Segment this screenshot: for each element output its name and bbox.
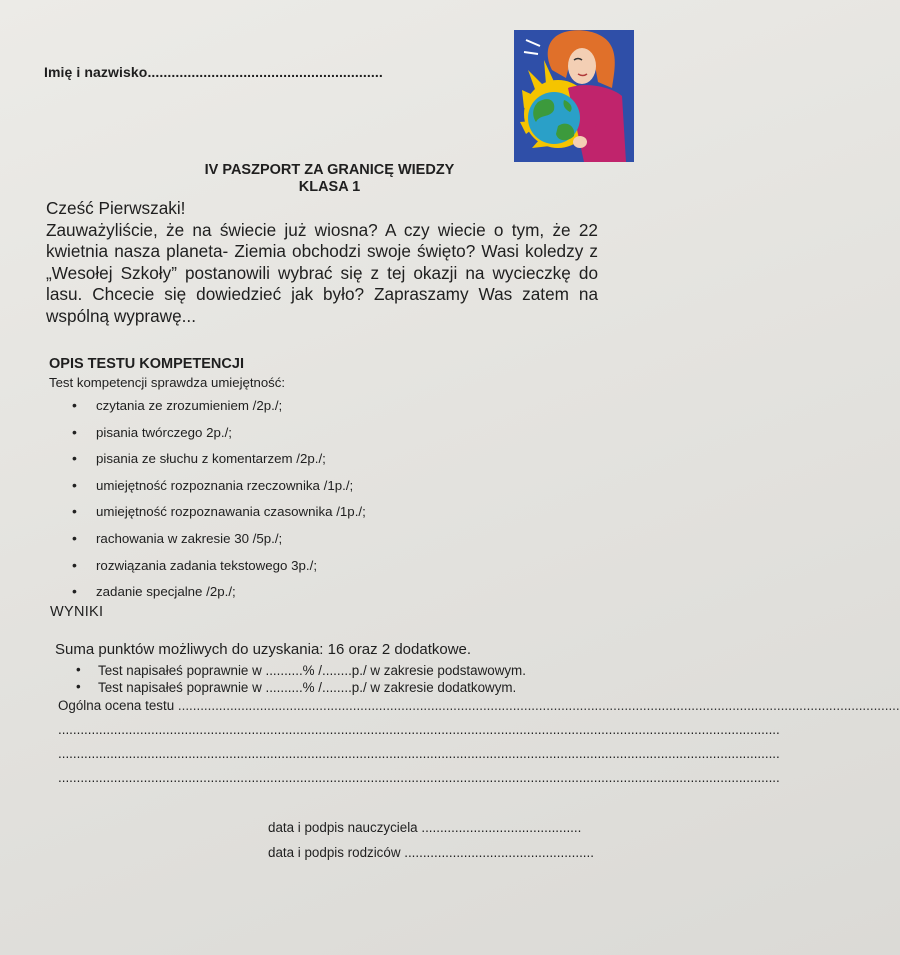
intro-paragraph: Zauważyliście, że na świecie już wiosna? A czy wiecie o tym, że 22 kwietnia nasza planeta- Ziemia obchodzi swoje święto? Wasi koledzy z „Wesołej Szkoły” postanowili wybrać się z tej okazji na wycieczkę do lasu. Chcecie się dowiedzieć jak było? Zapraszamy Was zatem na wspólną wyprawę... [46,219,598,326]
total-points: Suma punktów możliwych do uzyskania: 16 oraz 2 dodatkowe. [55,641,472,658]
list-item: • Test napisałeś poprawnie w ..........% /........p./ w zakresie podstawowym. [76,663,526,680]
teacher-signature-line [268,820,590,835]
blank-line: .................................................................................................................................................................................................. [58,722,780,737]
intro-text [46,198,598,328]
woman-hugging-earth-icon [514,30,634,162]
list-item: • umiejętność rozpoznawania czasownika /1p./; [72,504,366,531]
list-item: • rachowania w zakresie 30 /5p./; [72,531,366,558]
competency-list [72,398,366,611]
list-item: • zadanie specjalne /2p./; [72,584,366,611]
list-item: • pisania ze słuchu z komentarzem /2p./; [72,451,366,478]
results-heading: WYNIKI [50,604,104,620]
overall-grade-label: Ogólna ocena testu [58,698,175,713]
list-item: • Test napisałeś poprawnie w ..........% /........p./ w zakresie dodatkowym. [76,680,526,697]
list-item: • czytania ze zrozumieniem /2p./; [72,398,366,425]
student-name-field [44,64,383,80]
name-dots: ........................................................... [147,64,383,80]
list-item: • rozwiązania zadania tekstowego 3p./; [72,558,366,585]
test-description-heading: OPIS TESTU KOMPETENCJI [49,356,244,372]
document-title: IV PASZPORT ZA GRANICĘ WIEDZY [204,162,455,178]
overall-grade-dots: .................................................................................................................................................................................................. [177,698,900,713]
greeting: Cześć Pierwszaki! [46,198,186,218]
parent-signature-dots: ................................................... [404,845,594,860]
blank-line: .................................................................................................................................................................................................. [58,770,780,785]
teacher-signature-dots: ........................................... [421,820,582,835]
list-item: • pisania twórczego 2p./; [72,425,366,452]
teacher-signature-label: data i podpis nauczyciela [268,820,418,835]
list-item: • umiejętność rozpoznania rzeczownika /1p./; [72,478,366,505]
test-description-subtitle: Test kompetencji sprawdza umiejętność: [49,375,286,390]
blank-line: .................................................................................................................................................................................................. [58,746,780,761]
parent-signature-label: data i podpis rodziców [268,845,401,860]
overall-grade-line [58,698,900,713]
name-label: Imię i nazwisko [44,64,148,80]
class-title: KLASA 1 [298,179,361,195]
parent-signature-line [268,845,594,860]
results-list [76,663,526,697]
